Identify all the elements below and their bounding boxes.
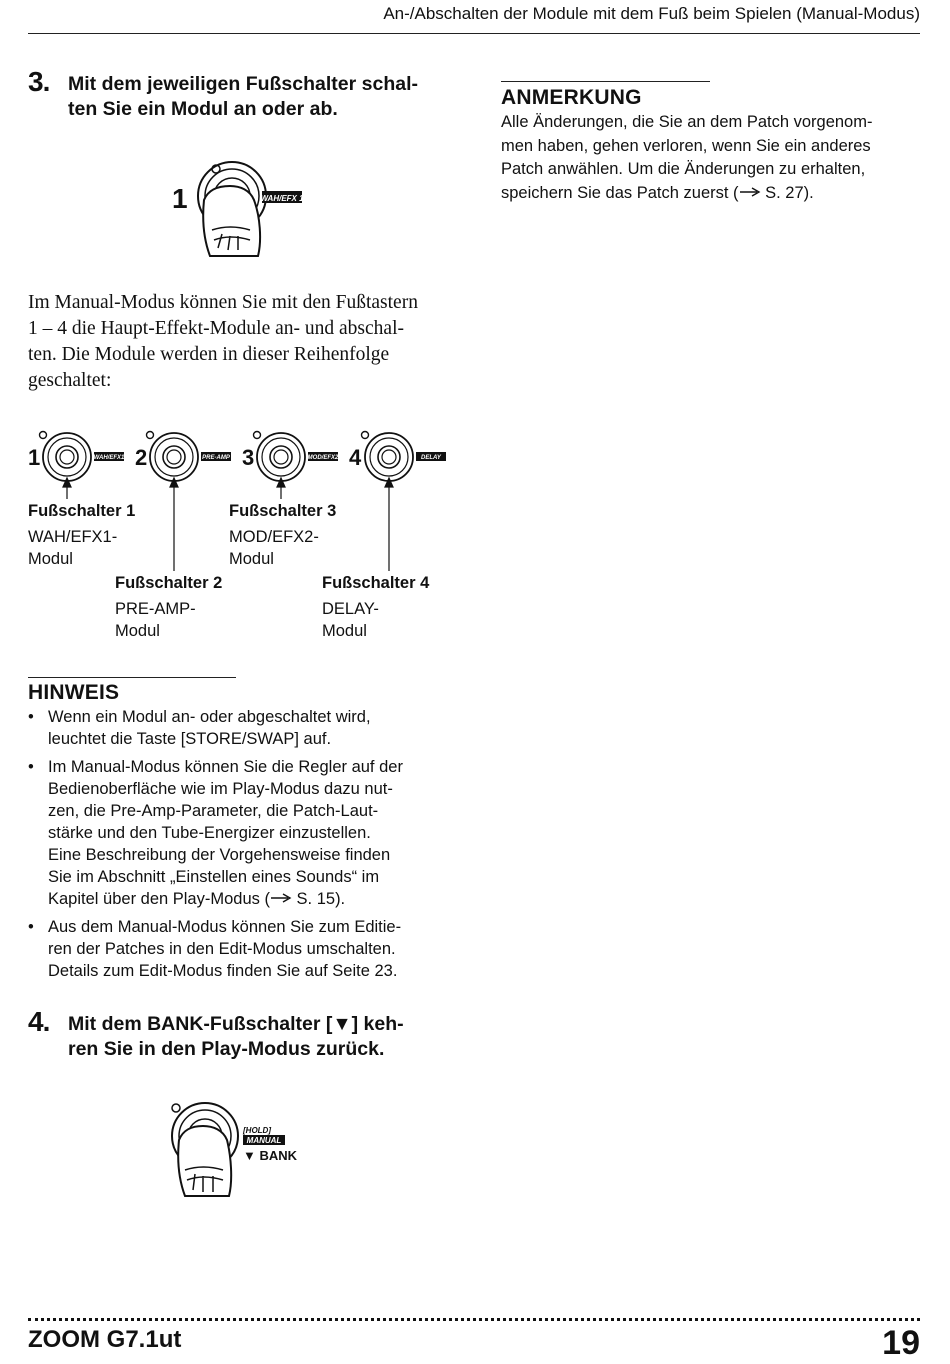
switch-number: 1	[28, 445, 41, 470]
intro-paragraph	[28, 290, 448, 394]
intro-line: geschaltet:	[28, 370, 112, 391]
switch-3-module-suffix: Modul	[229, 550, 274, 568]
hold-tag: [HOLD]	[243, 1126, 271, 1135]
step-4-text	[68, 1012, 458, 1062]
anmerkung-line: speichern Sie das Patch zuerst ( S. 27).	[501, 182, 926, 206]
manual-tag: MANUAL	[246, 1136, 282, 1145]
switch-number: 4	[349, 445, 362, 470]
bank-footswitch-illustration	[165, 1098, 315, 1198]
switch-tag: DELAY	[421, 455, 441, 461]
switch-3-module: MOD/EFX2-	[229, 528, 319, 546]
hinweis-heading: HINWEIS	[28, 681, 120, 704]
step-3-line-1: Mit dem jeweiligen Fußschalter schal-	[68, 73, 419, 95]
switch-1-module: WAH/EFX1-	[28, 528, 118, 546]
switch-tag: WAH/EFX1	[93, 455, 125, 461]
hinweis-item: • Im Manual-Modus können Sie die Regler auf der Bedienoberfläche wie im Play-Modus dazu nut- zen, die Pre-Amp-Parameter, die Patch-Laut- stärke und den Tube-Energizer einzustellen. Eine Beschreibung der Vorgehensweise finden Sie im Abschnitt „Einstellen eines Sounds“ im Kapitel über den Play-Modus ( S. 15).	[28, 758, 403, 908]
footswitch-1-with-foot-illustration	[170, 160, 310, 260]
footer-dotted-rule	[28, 1318, 920, 1321]
footswitch-2-icon	[135, 432, 231, 482]
intro-line: Im Manual-Modus können Sie mit den Fußtastern	[28, 292, 418, 313]
footswitch-4-icon	[349, 432, 446, 482]
running-header: An-/Abschalten der Module mit dem Fuß beim Spielen (Manual-Modus)	[383, 4, 920, 23]
switch-number: 2	[135, 445, 148, 470]
switch-tag: MOD/EFX2	[307, 455, 339, 461]
intro-line: 1 – 4 die Haupt-Effekt-Module an- und abschal-	[28, 318, 404, 339]
switch-4-module-suffix: Modul	[322, 622, 367, 640]
header-rule	[28, 33, 920, 34]
switch-2-title: Fußschalter 2	[115, 574, 223, 592]
footswitch-1-icon	[28, 432, 125, 482]
anmerkung-line: Patch anwählen. Um die Änderungen zu erhalten,	[501, 160, 866, 178]
switch-1-module-suffix: Modul	[28, 550, 73, 568]
switch-2-label	[115, 572, 222, 642]
arrow-right-icon	[739, 182, 761, 206]
switch-4-module: DELAY-	[322, 600, 379, 618]
anmerkung-line: men haben, gehen verloren, wenn Sie ein anderes	[501, 136, 871, 155]
switch-4-title: Fußschalter 4	[322, 574, 430, 592]
step-3-line-2: ten Sie ein Modul an oder ab.	[68, 98, 338, 120]
bullet: •	[28, 708, 34, 726]
footer-brand: ZOOM G7.1ut	[28, 1326, 182, 1353]
hinweis-item: • Wenn ein Modul an- oder abgeschaltet wird, leuchtet die Taste [STORE/SWAP] auf.	[28, 708, 371, 748]
step-3-text	[68, 72, 458, 122]
switch-4-label	[322, 572, 429, 642]
hinweis-rule	[28, 677, 236, 678]
switch-1-title: Fußschalter 1	[28, 502, 136, 520]
step-3-number: 3.	[28, 66, 50, 97]
hinweis-item: • Aus dem Manual-Modus können Sie zum Editie- ren der Patches in den Edit-Modus umschalten. Details zum Edit-Modus finden Sie auf Seite 23.	[28, 918, 402, 980]
hinweis-list	[28, 706, 448, 988]
anmerkung-rule	[501, 81, 710, 82]
switch-1-label	[28, 500, 135, 570]
anmerkung-heading: ANMERKUNG	[501, 86, 642, 109]
anmerkung-body	[501, 111, 926, 205]
step-4-line-2: ren Sie in den Play-Modus zurück.	[68, 1038, 385, 1060]
bullet: •	[28, 758, 34, 776]
foot-on-switch-icon	[170, 160, 310, 260]
intro-line: ten. Die Module werden in dieser Reihenfolge	[28, 344, 390, 365]
pedal-number: 1	[172, 183, 188, 214]
arrow-right-icon	[270, 888, 292, 910]
anmerkung-line: Alle Änderungen, die Sie an dem Patch vorgenom-	[501, 113, 873, 131]
switch-2-module-suffix: Modul	[115, 622, 160, 640]
switch-3-title: Fußschalter 3	[229, 502, 337, 520]
switch-tag: PRE-AMP	[202, 455, 230, 461]
pedal-tag: WAH/EFX 1	[260, 194, 304, 203]
step-4-number: 4.	[28, 1006, 50, 1037]
switch-3-label	[229, 500, 336, 570]
step-4-line-1: Mit dem BANK-Fußschalter [▼] keh-	[68, 1013, 404, 1035]
switch-number: 3	[242, 445, 255, 470]
bullet: •	[28, 918, 34, 936]
foot-on-bank-switch-icon	[165, 1098, 315, 1198]
bank-label: ▼ BANK	[243, 1148, 298, 1163]
footswitch-3-icon	[242, 432, 339, 482]
page-number: 19	[882, 1324, 920, 1362]
switch-2-module: PRE-AMP-	[115, 600, 196, 618]
